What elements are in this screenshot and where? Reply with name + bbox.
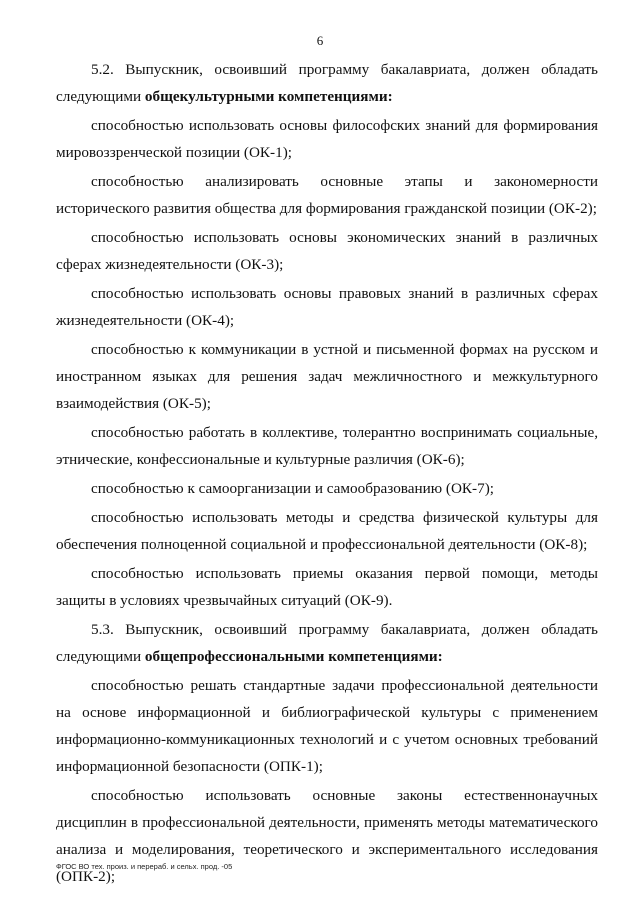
opk-2-item: способностью использовать основные законы естественнонаучных дисциплин в профессиональной деятельности, применять методы математического анализа и моделирования, теоретического и экспериментального исследования (ОПК-2); <box>56 787 598 885</box>
ok-4-item: способностью использовать основы правовых знаний в различных сферах жизнедеятельности (ОК-4); <box>56 285 598 329</box>
ok-1-item: способностью использовать основы философских знаний для формирования мировоззренческой позиции (ОК-1); <box>56 117 598 161</box>
page-number: 6 <box>316 33 324 48</box>
section-5-3-lead: 5.3. Выпускник, освоивший программу бакалавриата, должен обладать следующими <box>56 621 598 665</box>
ok-8-item: способностью использовать методы и средства физической культуры для обеспечения полноценной социальной и профессиональной деятельности (ОК-8); <box>56 509 598 553</box>
section-5-2-lead: 5.2. Выпускник, освоивший программу бакалавриата, должен обладать следующими <box>56 61 598 105</box>
section-5-3-heading <box>56 616 598 670</box>
ok-6-item: способностью работать в коллективе, толерантно воспринимать социальные, этнические, конфессиональные и культурные различия (ОК-6); <box>56 424 598 468</box>
ok-5-item: способностью к коммуникации в устной и письменной формах на русском и иностранном языках для решения задач межличностного и межкультурного взаимодействия (ОК-5); <box>56 341 598 412</box>
document-body <box>56 56 598 892</box>
section-5-3-bold: общепрофессиональными компетенциями: <box>144 648 443 665</box>
section-5-2-heading <box>56 56 598 110</box>
ok-9-item: способностью использовать приемы оказания первой помощи, методы защиты в условиях чрезвычайных ситуаций (ОК-9). <box>56 565 598 609</box>
section-5-2-bold: общекультурными компетенциями: <box>144 88 393 105</box>
ok-2-item: способностью анализировать основные этапы и закономерности исторического развития общества для формирования гражданской позиции (ОК-2); <box>56 173 598 217</box>
ok-3-item: способностью использовать основы экономических знаний в различных сферах жизнедеятельности (ОК-3); <box>56 229 598 273</box>
opk-1-item: способностью решать стандартные задачи профессиональной деятельности на основе информационной и библиографической культуры с применением информационно-коммуникационных технологий и с учетом основных требований информационной безопасности (ОПК-1); <box>56 677 598 775</box>
ok-7-item: способностью к самоорганизации и самообразованию (ОК-7); <box>91 480 494 497</box>
footer-note: ФГОС ВО тех. произ. и перераб. и сельх. прод. -05 <box>56 862 233 871</box>
